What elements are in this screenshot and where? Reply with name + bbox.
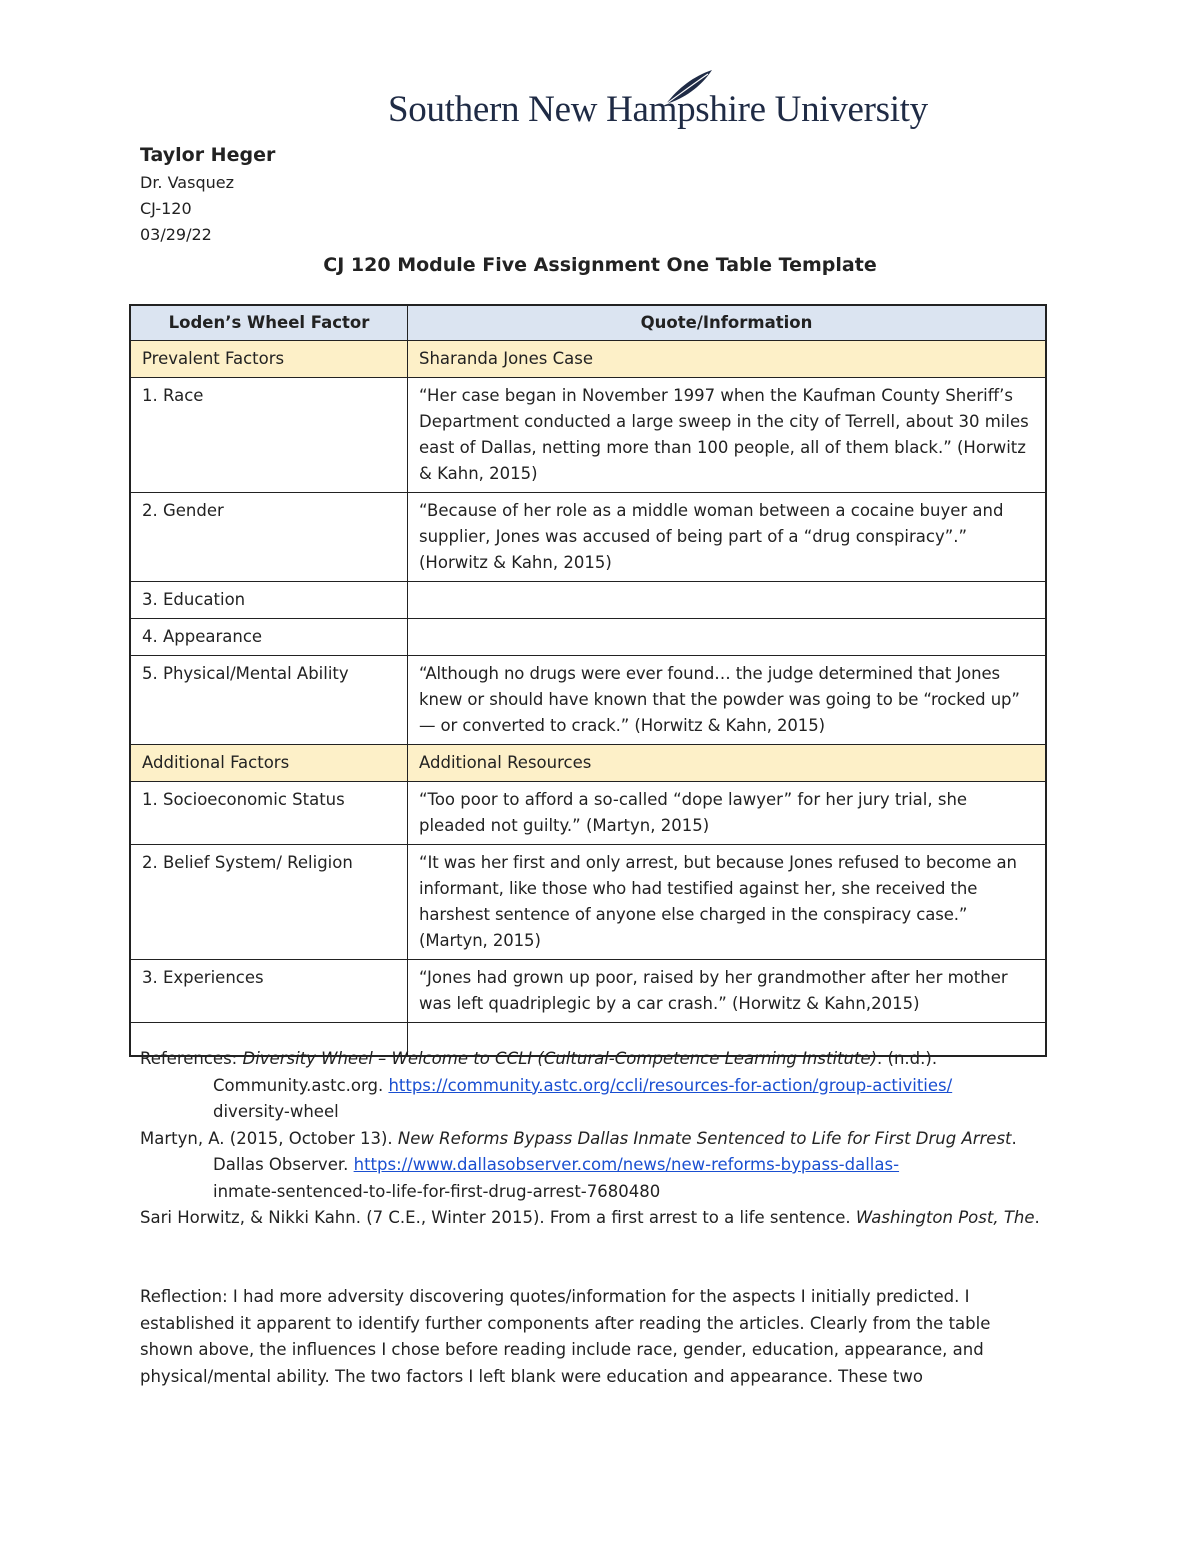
section-info: Additional Resources bbox=[408, 745, 1047, 782]
instructor-name: Dr. Vasquez bbox=[140, 173, 234, 192]
reference-text: inmate-sentenced-to-life-for-first-drug-arrest-7680480 bbox=[213, 1181, 661, 1201]
reference-text: diversity-wheel bbox=[213, 1102, 339, 1121]
info-cell: “Her case began in November 1997 when the Kaufman County Sheriff’s Department conducted a large sweep in the city of Terrell, about 30 miles east of Dallas, netting more than 100 people, all of them black.” (Horwitz & Kahn, 2015) bbox=[408, 378, 1047, 493]
reference-entry bbox=[140, 1205, 1060, 1232]
table-row bbox=[130, 582, 1046, 619]
table-row bbox=[130, 619, 1046, 656]
header-info: Quote/Information bbox=[408, 305, 1047, 341]
section-info: Sharanda Jones Case bbox=[408, 341, 1047, 378]
factor-cell: 5. Physical/Mental Ability bbox=[130, 656, 408, 745]
table-row bbox=[130, 782, 1046, 845]
reference-text: Sari Horwitz, & Nikki Kahn. (7 C.E., Winter 2015). From a first arrest to a life sentence. bbox=[140, 1208, 856, 1227]
reference-text: Martyn, A. (2015, October 13). bbox=[140, 1128, 398, 1148]
reference-title: Diversity Wheel – Welcome to CCLI (Cultural-Competence Learning Institute) bbox=[242, 1049, 878, 1068]
factor-cell: 1. Race bbox=[130, 378, 408, 493]
reference-text: . (n.d.). Community.astc.org. bbox=[213, 1049, 938, 1095]
course-code: CJ-120 bbox=[140, 199, 192, 218]
reference-entry bbox=[140, 1126, 1060, 1206]
reflection-paragraph bbox=[140, 1284, 1045, 1390]
table-row bbox=[130, 493, 1046, 582]
section-factor: Prevalent Factors bbox=[130, 341, 408, 378]
table-row bbox=[130, 960, 1046, 1023]
submission-date: 03/29/22 bbox=[140, 225, 212, 244]
references-label: References: bbox=[140, 1049, 243, 1068]
references-section bbox=[140, 1046, 1060, 1232]
reflection-label: Reflection: bbox=[140, 1287, 233, 1306]
factor-cell: 1. Socioeconomic Status bbox=[130, 782, 408, 845]
reference-title: Washington Post, The bbox=[855, 1208, 1035, 1227]
info-cell: “Because of her role as a middle woman between a cocaine buyer and supplier, Jones was accused of being part of a “drug conspiracy”.” (Horwitz & Kahn, 2015) bbox=[408, 493, 1047, 582]
factor-cell: 3. Education bbox=[130, 582, 408, 619]
reference-entry bbox=[140, 1046, 1060, 1126]
reflection-text: I had more adversity discovering quotes/information for the aspects I initially predicted. I established it apparent to identify further components after reading the articles. Clearly from the table shown above, the influences I chose before reading include race, gender, education, appearance, and physical/mental ability. The two factors I left blank were education and appearance. These two bbox=[140, 1287, 991, 1386]
table-row bbox=[130, 656, 1046, 745]
factor-cell: 3. Experiences bbox=[130, 960, 408, 1023]
header-factor: Loden’s Wheel Factor bbox=[130, 305, 408, 341]
table-row bbox=[130, 845, 1046, 960]
factor-cell: 4. Appearance bbox=[130, 619, 408, 656]
table-header-row bbox=[130, 305, 1046, 341]
university-logo bbox=[388, 70, 928, 134]
reference-text: . Dallas Observer. bbox=[213, 1128, 1017, 1174]
info-cell: “Although no drugs were ever found… the judge determined that Jones knew or should have known that the powder was going to be “rocked up” — or converted to crack.” (Horwitz & Kahn, 2015) bbox=[408, 656, 1047, 745]
reference-title: New Reforms Bypass Dallas Inmate Sentenced to Life for First Drug Arrest bbox=[397, 1128, 1012, 1148]
reference-link[interactable]: https://community.astc.org/ccli/resources-for-action/group-activities/ bbox=[388, 1075, 953, 1095]
section-factor: Additional Factors bbox=[130, 745, 408, 782]
table-row bbox=[130, 378, 1046, 493]
document-title: CJ 120 Module Five Assignment One Table Template bbox=[323, 254, 877, 276]
info-cell: “It was her first and only arrest, but because Jones refused to become an informant, like those who had testified against her, she received the harshest sentence of anyone else charged in the conspiracy case.” (Martyn, 2015) bbox=[408, 845, 1047, 960]
reference-link[interactable]: https://www.dallasobserver.com/news/new-reforms-bypass-dallas- bbox=[353, 1155, 900, 1174]
info-cell: “Too poor to afford a so-called “dope lawyer” for her jury trial, she pleaded not guilty.” (Martyn, 2015) bbox=[408, 782, 1047, 845]
factor-cell: 2. Gender bbox=[130, 493, 408, 582]
info-cell bbox=[408, 582, 1047, 619]
section-row bbox=[130, 745, 1046, 782]
factor-cell: 2. Belief System/ Religion bbox=[130, 845, 408, 960]
header-block bbox=[140, 144, 275, 250]
student-name: Taylor Heger bbox=[140, 144, 276, 166]
reference-text: . bbox=[1034, 1208, 1040, 1227]
logo-text: Southern New Hampshire University bbox=[388, 89, 928, 130]
info-cell bbox=[408, 619, 1047, 656]
factor-table bbox=[129, 304, 1047, 1057]
info-cell: “Jones had grown up poor, raised by her grandmother after her mother was left quadriplegic by a car crash.” (Horwitz & Kahn,2015) bbox=[408, 960, 1047, 1023]
section-row bbox=[130, 341, 1046, 378]
